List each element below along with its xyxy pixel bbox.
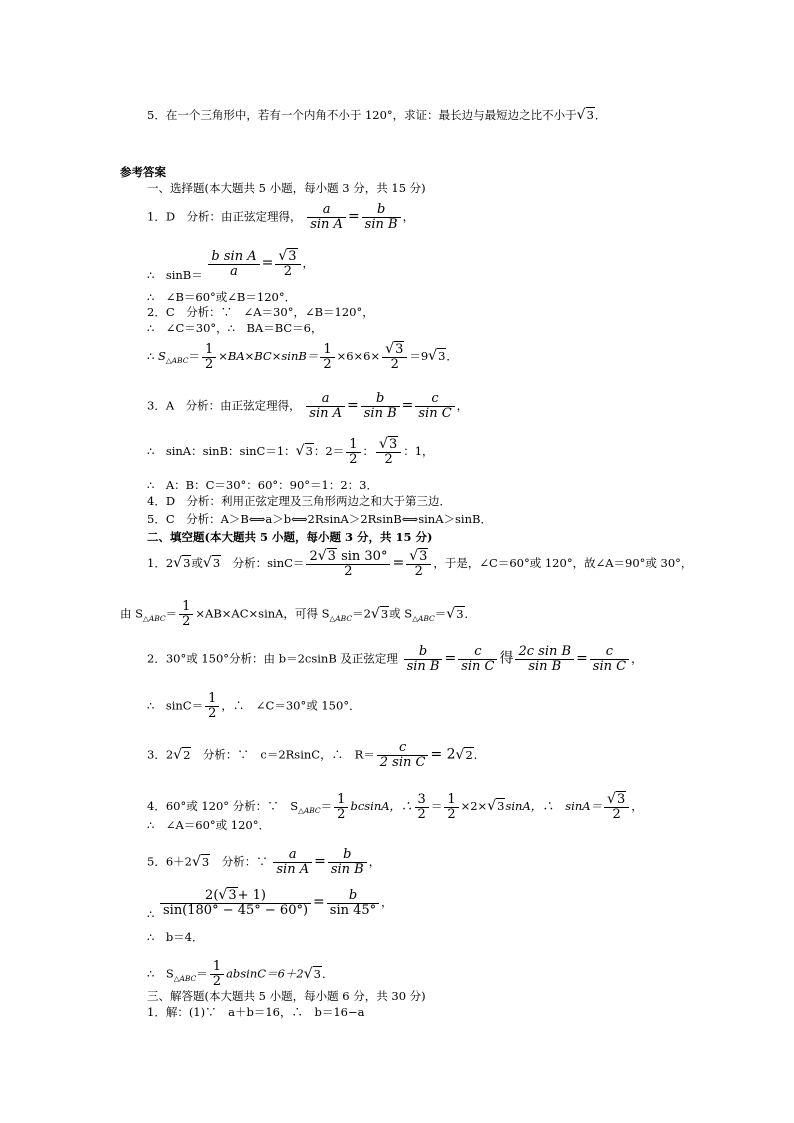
answer-3-line-3: ∴ A：B：C＝30°：60°：90°＝1：2：3． (147, 478, 378, 492)
fraction-half: $\frac{1}{2}$ (205, 692, 219, 721)
fraction-sqrt3-over-2: $\frac{√3}{2}$ (275, 249, 300, 279)
answer-2-line-2: ∴ ∠C＝30°，∴ BA＝BC＝6， (147, 321, 323, 335)
sqrt-3: √3 (428, 348, 446, 364)
answer-3-line-1: 3．A 分析：由正弦定理得， $\frac{a}{\text{sin A}}$ = $\frac{b}{\text{sin B}}$ = $\frac{c}{\text{sin C}}$ ， (147, 391, 469, 421)
answer-3-line-2: ∴ sinA：sinB：sinC＝1：√3：2＝ $\frac{1}{2}$ ： $\frac{√3}{2}$ ：1， (147, 436, 434, 467)
fraction-half: $\frac{1}{2}$ (202, 343, 216, 372)
fraction-c-over-sinC: $\frac{c}{\text{sin C}}$ (415, 392, 454, 421)
fraction-b-over-sinB: $\frac{b}{\text{sin B}}$ (361, 392, 400, 421)
fraction-sqrt3-over-2: $\frac{√3}{2}$ (376, 437, 401, 467)
sqrt-3: √3 (173, 555, 191, 571)
sqrt-3: √3 (191, 853, 210, 870)
fraction-half: $\frac{1}{2}$ (346, 438, 360, 467)
answer-2-line-1: 2．C 分析：∵ ∠A＝30°，∠B＝120°， (147, 305, 374, 319)
solution-1: 1．解：(1)∵ a＋b＝16，∴ b＝16−a (147, 1005, 365, 1019)
problem-5: 5．在一个三角形中，若有一个内角不小于 120°，求证：最长边与最短边之比不小于√3． (147, 107, 607, 123)
sqrt-3: √3 (202, 555, 221, 571)
fill-1-line-1: 1．2√3或√3 分析：sinC＝ $\frac{2√3 \sin 30^\circ}{2}$ = $\frac{√3}{2}$ ，于是，∠C＝60°或 120°，故∠A＝90°或 30°， (147, 548, 693, 579)
fraction-3-over-2: $\frac{3}{2}$ (415, 793, 429, 822)
sqrt-3: √3 (446, 605, 464, 622)
fraction-half: $\frac{1}{2}$ (210, 960, 224, 989)
fraction-b-over-sinB: $\frac{b}{\text{sin B}}$ (328, 848, 367, 877)
sqrt-2: √2 (173, 746, 191, 763)
sqrt-3: √3 (576, 107, 594, 123)
answer-5: 5．C 分析：A＞B⟺a＞b⟺2RsinA＞2RsinB⟺sinA＞sinB． (147, 512, 492, 526)
fraction-2sqrt3sin30-over-2: $\frac{2√3 \sin 30^\circ}{2}$ (306, 549, 390, 579)
reference-answers-title: 参考答案 (120, 165, 166, 179)
fill-4-line-2: ∴ ∠A＝60°或 120°． (147, 818, 270, 832)
section-3-title: 三、解答题(本大题共 5 小题，每小题 6 分，共 30 分) (147, 989, 426, 1003)
fill-3: 3．2√2 分析：∵ c＝2RsinC，∴ R＝ $\frac{c}{\text{2 sin C}}$ = 2√2． (147, 740, 486, 770)
fill-5-line-3: ∴ b＝4． (147, 930, 204, 944)
answer-2-line-3: ∴ $S_{\triangle ABC}=$ $\frac{1}{2}$ ×BA×BC×sinB＝ $\frac{1}{2}$ ×6×6× $\frac{√3}{2}$ ＝9√3． (147, 341, 458, 372)
fill-2-line-1: 2．30°或 150°分析：由 b＝2csinB 及正弦定理 $\frac{b}{\text{sin B}}$ = $\frac{c}{\text{sin C}}$ 得 $\frac{\text{2c sin B}}{\text{sin B}}$ = $\frac{c}{\text{sin C}}$ ， (147, 644, 643, 674)
fraction-sqrt3-over-2: $\frac{√3}{2}$ (406, 549, 431, 579)
fraction-c-over-sinC: $\frac{c}{\text{sin C}}$ (590, 645, 629, 674)
fill-5-line-2: ∴ $\frac{2(√3+ 1)}{\sin(180^\circ - 45^\circ - 60^\circ)}$ = $\frac{b}{\sin 45^\circ}$ ， (147, 887, 393, 921)
answer-1-line-1: 1．D 分析：由正弦定理得， $\frac{a}{\text{sin A}}$ = $\frac{b}{\text{sin B}}$ ， (147, 202, 415, 232)
fraction-half: $\frac{1}{2}$ (444, 793, 458, 822)
fraction-bsinA-over-a: $\frac{\text{b sin A}}{a}$ (208, 250, 259, 279)
fraction-a-over-sinA: $\frac{a}{\text{sin A}}$ (273, 848, 312, 877)
fraction-c-over-2sinC: $\frac{c}{\text{2 sin C}}$ (377, 741, 429, 770)
fraction-sqrt3-over-2: $\frac{√3}{2}$ (604, 792, 629, 822)
fill-1-line-2: 由 $S_{\triangle ABC}=$ $\frac{1}{2}$ ×AB×AC×sinA，可得 $S_{\triangle ABC}=2√3$或 $S_{\triangle ABC}=√3$． (120, 599, 477, 629)
fraction-half: $\frac{1}{2}$ (320, 343, 334, 372)
fill-5-line-4: ∴ $S_{\triangle ABC}=$ $\frac{1}{2}$ absinC＝6＋2√3． (147, 959, 334, 989)
section-1-title: 一、选择题(本大题共 5 小题，每小题 3 分，共 15 分) (147, 181, 426, 195)
fraction-b-over-sin45: $\frac{b}{\sin 45^\circ}$ (327, 889, 379, 918)
fraction-b-over-sinB: $\frac{b}{\text{sin B}}$ (362, 203, 401, 232)
fraction-a-over-sinA: $\frac{a}{\text{sin A}}$ (306, 392, 345, 421)
fraction-2sqrt3plus1-over-sin75: $\frac{2(√3+ 1)}{\sin(180^\circ - 45^\circ - 60^\circ)}$ (160, 888, 311, 918)
fraction-b-over-sinB: $\frac{b}{\text{sin B}}$ (404, 645, 443, 674)
answer-1-line-3: ∴ ∠B＝60°或∠B＝120°． (147, 290, 297, 304)
sqrt-3: √3 (370, 605, 389, 622)
fill-2-line-2: ∴ sinC＝ $\frac{1}{2}$ ，∴ ∠C＝30°或 150°． (147, 691, 361, 721)
fraction-half: $\frac{1}{2}$ (334, 793, 348, 822)
answer-1-line-2: ∴ sinB＝ $\frac{\text{b sin A}}{a}$ = $\frac{√3}{2}$ ， (147, 248, 315, 282)
answer-4: 4．D 分析：利用正弦定理及三角形两边之和大于第三边． (147, 494, 452, 508)
sqrt-3: √3 (295, 443, 313, 459)
sqrt-3: √3 (487, 798, 505, 814)
sqrt-2: √2 (455, 746, 473, 763)
sqrt-3: √3 (303, 965, 321, 982)
fraction-half: $\frac{1}{2}$ (179, 600, 193, 629)
problem-5-text: 5．在一个三角形中，若有一个内角不小于 120°，求证：最长边与最短边之比不小于 (147, 108, 577, 122)
fraction-sqrt3-over-2: $\frac{√3}{2}$ (382, 342, 407, 372)
fill-5-line-1: 5．6＋2√3 分析：∵ $\frac{a}{\text{sin A}}$ = $\frac{b}{\text{sin B}}$ ， (147, 847, 381, 877)
fraction-2csinB-over-sinB: $\frac{\text{2c sin B}}{\text{sin B}}$ (515, 645, 574, 674)
fraction-c-over-sinC: $\frac{c}{\text{sin C}}$ (458, 645, 497, 674)
fraction-a-over-sinA: $\frac{a}{\text{sin A}}$ (307, 203, 346, 232)
section-2-title: 二、填空题(本大题共 5 小题，每小题 3 分，共 15 分) (147, 530, 433, 544)
fill-4-line-1: 4．60°或 120° 分析：∵ $S_{\triangle ABC}=$ $\frac{1}{2}$ bcsinA，∴ $\frac{3}{2}$ ＝ $\frac{1}{2}$ ×2×√3sinA，∴ sinA＝ $\frac{√3}{2}$ ， (147, 791, 643, 822)
